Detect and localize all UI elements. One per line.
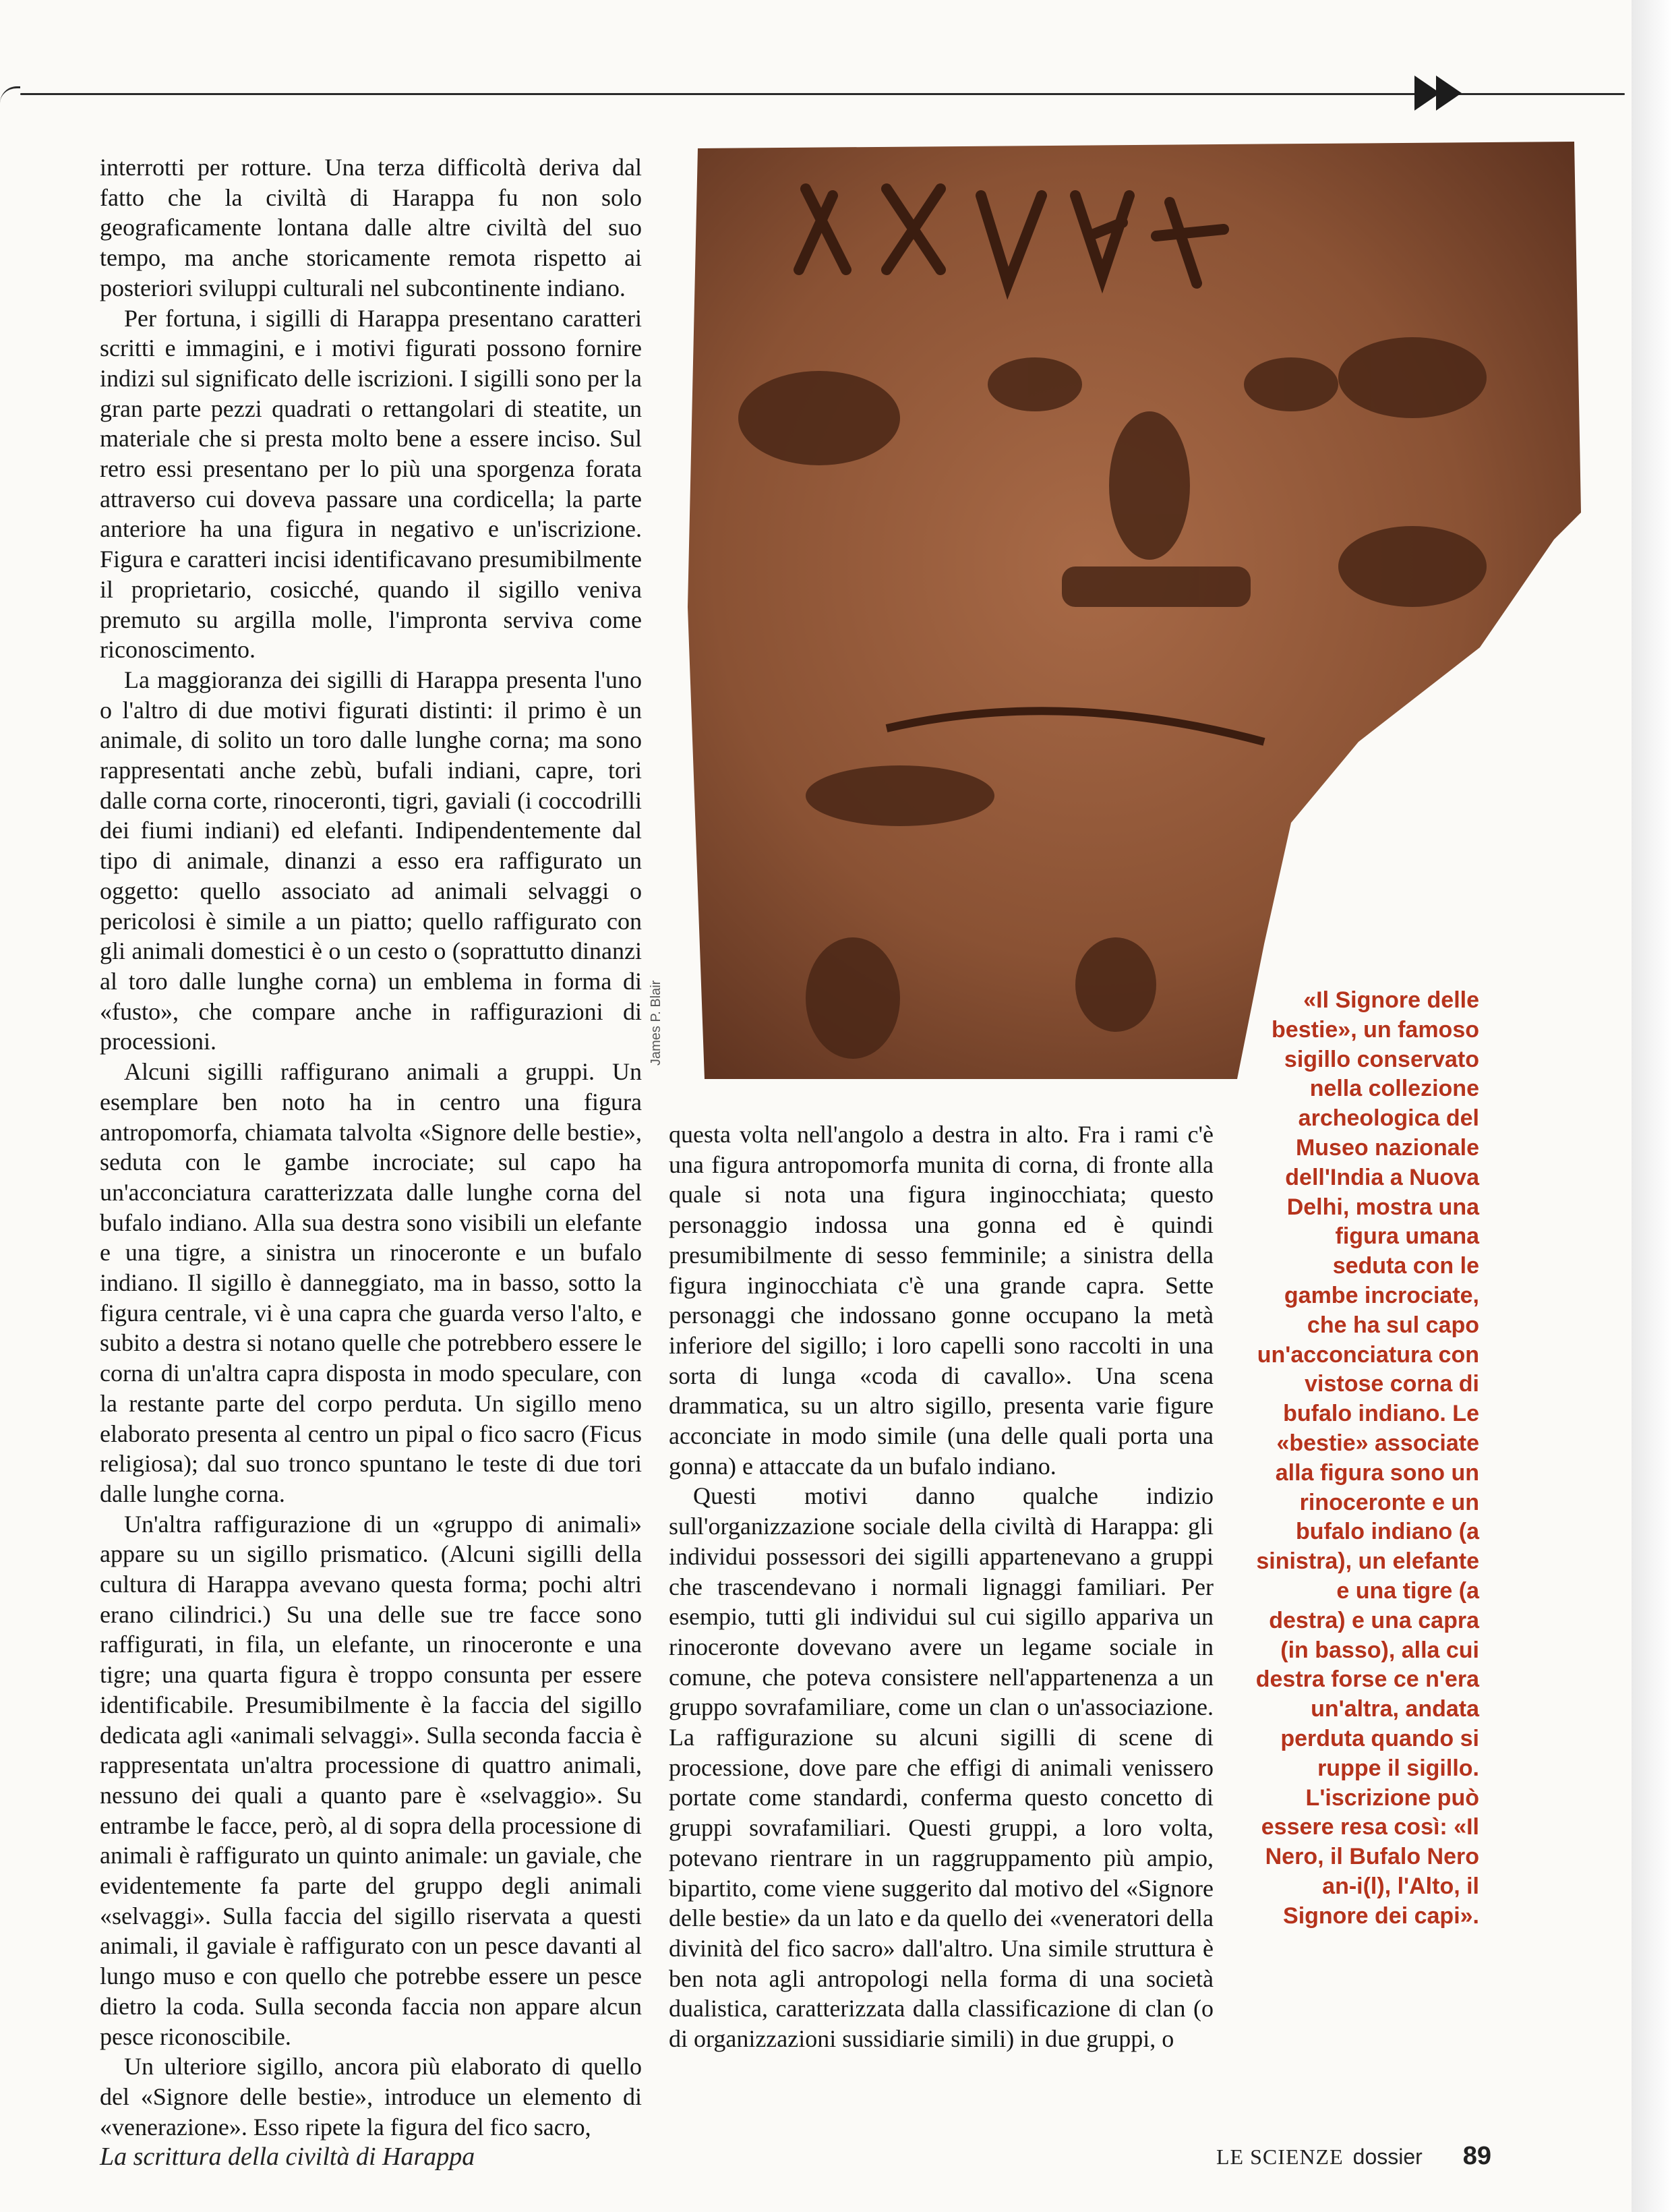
photo-credit: James P. Blair xyxy=(649,980,663,1066)
paragraph: Un ulteriore sigillo, ancora più elaborato di quello del «Signore delle bestie», introduce un elemento di «venerazione». Esso ripete la figura del fico sacro, xyxy=(100,2053,642,2141)
continue-arrows-icon xyxy=(1414,76,1458,111)
magazine-section: dossier xyxy=(1352,2145,1423,2169)
magazine-name: LE SCIENZE xyxy=(1216,2145,1344,2169)
page-number: 89 xyxy=(1462,2142,1492,2170)
paragraph: Un'altra raffigurazione di un «gruppo di animali» appare su un sigillo prismatico. (Alcuni sigilli della cultura di Harappa avevano questa forma; pochi altri erano cilindrici.) Su una delle sue tre facce sono raffigurati, in fila, un elefante, un rinoceronte e una tigre; una quarta figura è troppo consunta per essere identificabile. Presumibilmente è la faccia del sigillo dedicata agli «animali selvaggi». Sulla seconda faccia è rappresentata un'altra processione di quattro animali, nessuno dei quali a quanto pare è «selvaggio». Su entrambe le facce, però, al di sopra della processione di animali è raffigurato un quinto animale: un gaviale, che evidentemente fa parte del gruppo degli animali «selvaggi». Sulla faccia del sigillo riservata a questi animali, il gaviale è raffigurato con un pesce davanti al lungo muso e con quello che potrebbe essere un pesce dietro la coda. Sulla seconda faccia non appare alcun pesce riconoscibile. xyxy=(100,1510,642,2050)
page-gutter-shadow xyxy=(1632,0,1672,2212)
paragraph: Alcuni sigilli raffigurano animali a gruppi. Un esemplare ben noto ha in centro una figura antropomorfa, chiamata talvolta «Signore delle bestie», seduta con le gambe incrociate; sul capo ha un'acconciatura caratterizzata dalle lunghe corna del bufalo indiano. Alla sua destra sono visibili un elefante e una tigre, a sinistra un rinoceronte e un bufalo indiano. Il sigillo è danneggiato, ma in basso, sotto la figura centrale, vi è una capra che guarda verso l'alto, e subito a destra si notano quelle che potrebbero essere le corna di un'altra capra disposta in modo speculare, con la restante parte del corpo perduta. Un sigillo meno elaborato presenta al centro un pipal o fico sacro (Ficus religiosa); dal suo tronco spuntano le teste di due tori dalle lunghe corna. xyxy=(100,1058,642,1507)
paragraph: questa volta nell'angolo a destra in alto. Fra i rami c'è una figura antropomorfa munita di corna, di fronte alla quale si nota una figura inginocchiata; questo personaggio indossa una gonna ed è quindi presumibilmente di sesso femminile; a sinistra della figura inginocchiata c'è una grande capra. Sette personaggi che indossano gonne occupano la metà inferiore del sigillo; i loro capelli sono raccolti in una sorta di lunga «coda di cavallo». Una scena drammatica, su un altro sigillo, presenta varie figure acconciate in modo simile (una delle quali porta una gonna) e attaccate da un bufalo indiano. xyxy=(669,1121,1214,1480)
paragraph: interrotti per rotture. Una terza difficoltà deriva dal fatto che la civiltà di Harappa fu non solo geograficamente lontana dalle altre civiltà del suo tempo, ma anche storicamente remota rispetto ai posteriori sviluppi culturali nel subcontinente indiano. xyxy=(100,154,642,301)
header-rule xyxy=(20,93,1625,95)
seal-photo xyxy=(684,135,1584,1084)
footer-magazine xyxy=(1216,2142,1491,2171)
photo-caption: «Il Signore delle bestie», un famoso sigillo conservato nella collezione archeologica del Museo nazionale dell'India a Nuova Delhi, mostra una figura umana seduta con le gambe incrociate, che ha sul capo un'acconciatura con vistose corna di bufalo indiano. Le «bestie» associate alla figura sono un rinoceronte e un bufalo indiano (a sinistra), un elefante e una tigre (a destra) e una capra (in basso), alla cui destra forse ce n'era un'altra, andata perduta quando si ruppe il sigillo. L'iscrizione può essere resa così: «Il Nero, il Bufalo Nero an-i(l), l'Alto, il Signore dei capi». xyxy=(1255,987,1479,1929)
article-column-middle xyxy=(669,1119,1214,2054)
paragraph: Questi motivi danno qualche indizio sull'organizzazione sociale della civiltà di Harappa: gli individui possessori dei sigilli appartenevano a gruppi che trascendevano i normali lignaggi familiari. Per esempio, tutti gli individui sul cui sigillo appariva un rinoceronte dovevano avere un legame sociale in comune, che poteva consistere nell'appartenenza a un gruppo sovrafamiliare, come un clan o un'associazione. La raffigurazione su alcuni sigilli di scene di processione, dove pare che effigi di animali venissero portate come standardi, conferma questo concetto di gruppi sovrafamiliari. Questi gruppi, a loro volta, potevano rientrare in un raggruppamento più ampio, bipartito, come viene suggerito dal motivo del «Signore delle bestie» da un lato e da quello dei «veneratori della divinità del fico sacro» dall'altro. Una simile struttura è ben nota agli antropologi nella forma di una società dualistica, caratterizzata dalla classificazione di clan (o di organizzazioni sussidiarie simili) in due gruppi, o xyxy=(669,1482,1214,2053)
paragraph: Per fortuna, i sigilli di Harappa presentano caratteri scritti e immagini, e i motivi figurati possono fornire indizi sul significato delle iscrizioni. I sigilli sono per la gran parte pezzi quadrati o rettangolari di steatite, un materiale che si presta molto bene a essere inciso. Sul retro essi presentano per lo più una sporgenza forata attraverso cui doveva passare una cordicella; la parte anteriore ha una figura in negativo e un'iscrizione. Figura e caratteri incisi identificavano presumibilmente il proprietario, cosicché, quando il sigillo veniva premuto su argilla molle, l'impronta serviva come riconoscimento. xyxy=(100,304,642,664)
paragraph: La maggioranza dei sigilli di Harappa presenta l'uno o l'altro di due motivi figurati distinti: il primo è un animale, di solito un toro dalle lunghe corna; ma sono rappresentati anche zebù, bufali indiani, capre, tori dalle corna corte, rinoceronti, tigri, gaviali (i coccodrilli dei fiumi indiani) ed elefanti. Indipendentemente dal tipo di animale, dinanzi a esso era raffigurato un oggetto: quello associato ad animali selvaggi o pericolosi è simile a un piatto; quello raffigurato con gli animali domestici è o un cesto o (soprattutto dinanzi al toro dalle lunghe corna) un emblema in forma di «fusto», che compare anche in raffigurazioni di processioni. xyxy=(100,666,642,1055)
article-column-left xyxy=(100,152,642,2142)
seal-stone xyxy=(688,142,1581,1079)
running-title: La scrittura della civiltà di Harappa xyxy=(100,2143,475,2171)
